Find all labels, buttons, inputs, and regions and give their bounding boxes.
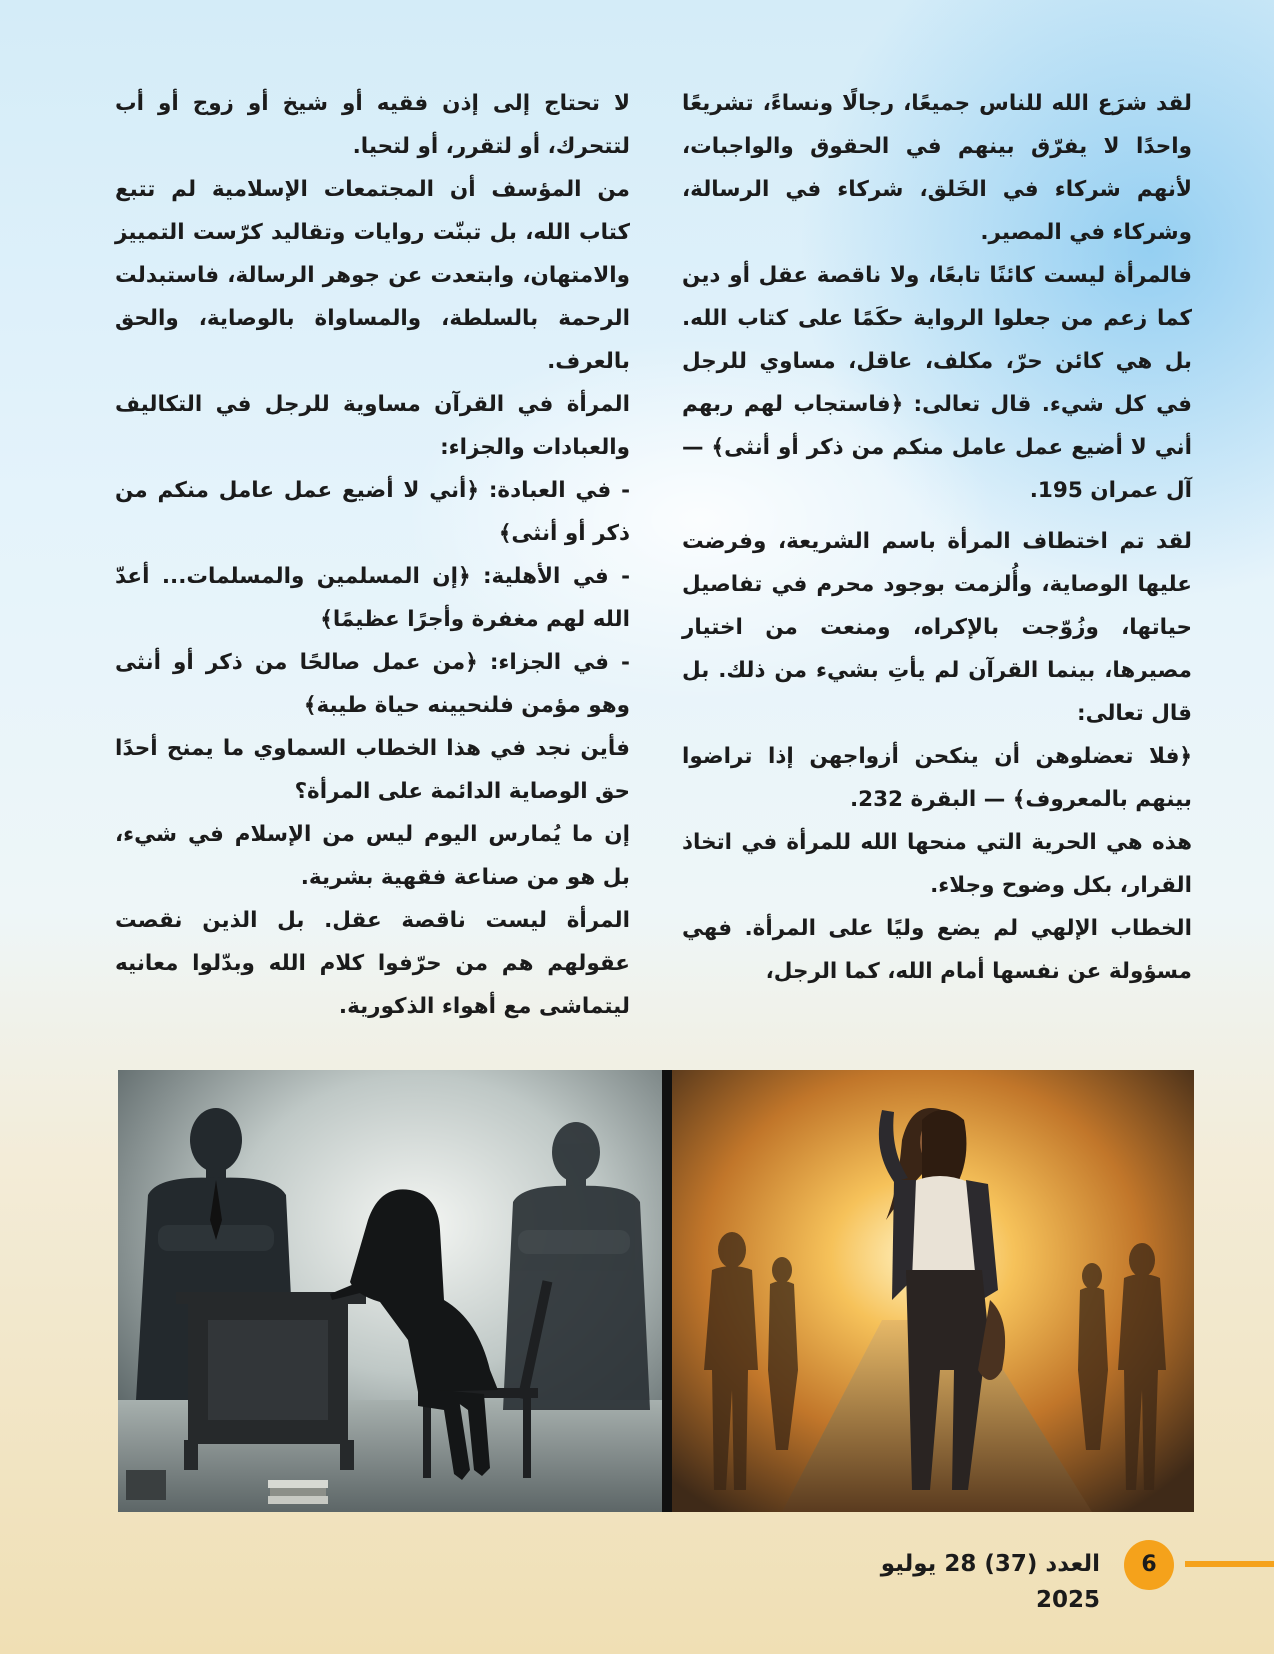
article-column-right <box>682 82 1192 993</box>
paragraph: المرأة في القرآن مساوية للرجل في التكاليف والعبادات والجزاء: <box>115 392 630 460</box>
paragraph: المرأة ليست ناقصة عقل. بل الذين نقصت عقولهم هم من حرّفوا كلام الله وبدّلوا معانيه ليتماشى مع أهواء الذكورية. <box>115 908 630 1019</box>
paragraph: لقد شرَع الله للناس جميعًا، رجالًا ونساءً، تشريعًا واحدًا لا يفرّق بينهم في الحقوق والواجبات، لأنهم شركاء في الخَلق، شركاء في الرسالة، وشركاء في المصير. <box>682 91 1192 245</box>
paragraph: هذه هي الحرية التي منحها الله للمرأة في اتخاذ القرار، بكل وضوح وجلاء. <box>682 830 1192 898</box>
paragraph: من المؤسف أن المجتمعات الإسلامية لم تتبع كتاب الله، بل تبنّت روايات وتقاليد كرّست التمييز والامتهان، وابتعدت عن جوهر الرسالة، فاستبدلت الرحمة بالسلطة، والمساواة بالوصاية، والحق بالعرف. <box>115 177 630 374</box>
paragraph: إن ما يُمارس اليوم ليس من الإسلام في شيء، بل هو من صناعة فقهية بشرية. <box>115 822 630 890</box>
list-item: - في العبادة: ﴿أني لا أضيع عمل عامل منكم من ذكر أو أنثى﴾ <box>115 478 630 546</box>
paragraph: الخطاب الإلهي لم يضع وليًا على المرأة. فهي مسؤولة عن نفسها أمام الله، كما الرجل، <box>682 916 1192 984</box>
article-column-left <box>115 82 630 1028</box>
quran-quote: ﴿فلا تعضلوهن أن ينكحن أزواجهن إذا تراضوا بينهم بالمعروف﴾ — البقرة 232. <box>682 744 1192 812</box>
paragraph: فأين نجد في هذا الخطاب السماوي ما يمنح أحدًا حق الوصاية الدائمة على المرأة؟ <box>115 736 630 804</box>
paragraph: لا تحتاج إلى إذن فقيه أو شيخ أو زوج أو أب لتتحرك، أو لتقرر، أو لتحيا. <box>115 91 630 159</box>
issue-date: العدد (37) 28 يوليو 2025 <box>880 1551 1100 1613</box>
paragraph: لقد تم اختطاف المرأة باسم الشريعة، وفرضت عليها الوصاية، وأُلزمت بوجود محرم في تفاصيل حياتها، وزُوّجت بالإكراه، ومنعت من اختيار مصيرها، بينما القرآن لم يأتِ بشيء من ذلك. بل قال تعالى: <box>682 529 1192 726</box>
paragraph: فالمرأة ليست كائنًا تابعًا، ولا ناقصة عقل أو دين كما زعم من جعلوا الرواية حكَمًا على كتاب الله. بل هي كائن حرّ، مكلف، عاقل، مساوي للرجل في كل شيء. قال تعالى: ﴿فاستجاب لهم ربهم أني لا أضيع عمل عامل منكم من ذكر أو أنثى﴾ — آل عمران 195. <box>682 263 1192 503</box>
image-divider <box>662 1070 672 1512</box>
illustration-woman-walking <box>672 1070 1194 1512</box>
footer-accent-line <box>1185 1561 1275 1567</box>
list-item: - في الأهلية: ﴿إن المسلمين والمسلمات... أعدّ الله لهم مغفرة وأجرًا عظيمًا﴾ <box>115 564 630 632</box>
list-item: - في الجزاء: ﴿من عمل صالحًا من ذكر أو أنثى وهو مؤمن فلنحيينه حياة طيبة﴾ <box>115 650 630 718</box>
illustration-woman-at-desk <box>118 1070 662 1512</box>
page-number-badge: 6 <box>1124 1540 1174 1590</box>
